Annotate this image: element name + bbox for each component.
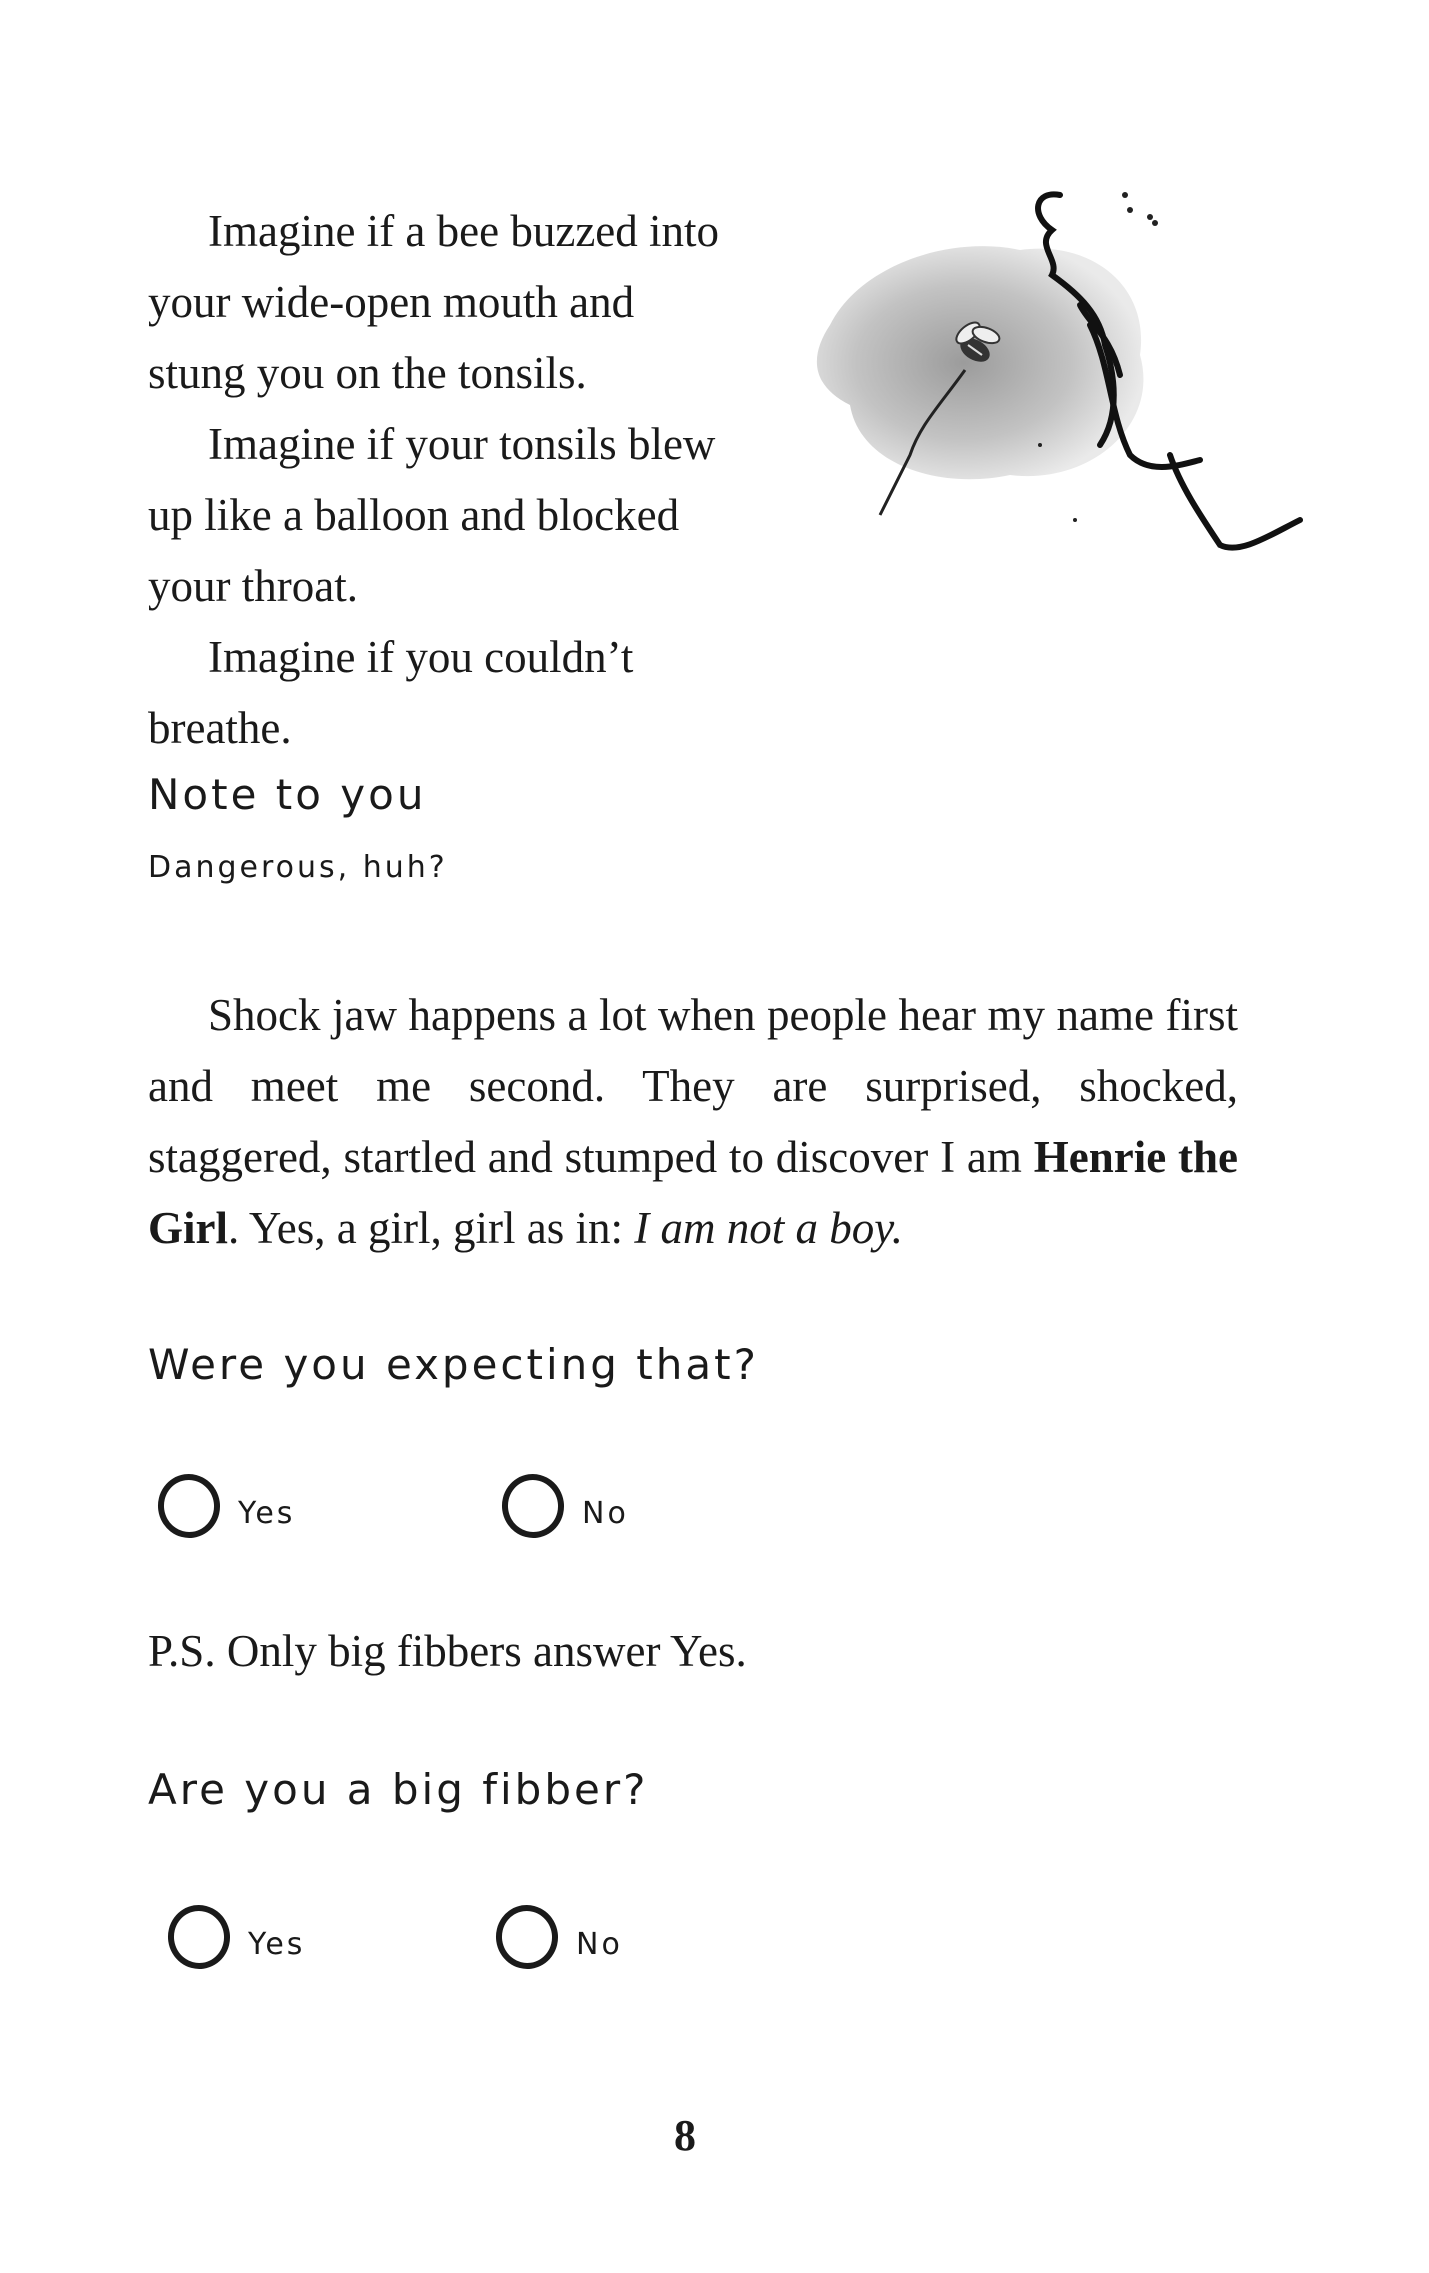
circle-checkbox-icon[interactable] [164,1901,234,1973]
circle-checkbox-icon[interactable] [498,1470,568,1542]
line-3: stung you on the tonsils. [148,348,587,398]
shock-jaw-paragraph [148,980,1238,1264]
page-number: 8 [674,2111,696,2160]
no-label: No [576,1926,623,1962]
no-label: No [582,1495,629,1531]
henrie-name: Henrie the Girl [148,1132,1238,1253]
bee-paragraph [148,196,788,764]
circle-checkbox-icon[interactable] [154,1470,224,1542]
question-2-heading: Are you a big fibber? [148,1765,649,1814]
question-1-yes-option[interactable] [158,1474,295,1538]
paragraph-text: Shock jaw happens a lot when people hear my name first and meet me second. They are surprised, shocked, staggered, startled and stumped to discover I am [148,990,1238,1182]
line-4: Imagine if your tonsils blew [208,419,716,469]
ps-note: P.S. Only big fibbers answer Yes. [148,1626,747,1676]
yes-label: Yes [238,1495,296,1531]
bee-chasing-legs-illustration [790,175,1350,595]
note-heading: Note to you [148,770,427,819]
question-1-heading: Were you expecting that? [148,1340,759,1389]
circle-checkbox-icon[interactable] [492,1901,562,1973]
question-1-no-option[interactable] [502,1474,629,1538]
line-5: up like a balloon and blocked [148,490,680,540]
yes-label: Yes [248,1926,306,1962]
question-2-no-option[interactable] [496,1905,623,1969]
line-2: your wide-open mouth and [148,277,635,327]
emphasis-text: I am not a boy. [634,1203,903,1253]
question-2-yes-option[interactable] [168,1905,305,1969]
line-1: Imagine if a bee buzzed into [208,206,720,256]
line-6: your throat. [148,561,358,611]
line-7: Imagine if you couldn’t breathe. [148,632,634,753]
note-body: Dangerous, huh? [148,850,448,885]
paragraph-continuation: . Yes, a girl, girl as in: [227,1203,635,1253]
